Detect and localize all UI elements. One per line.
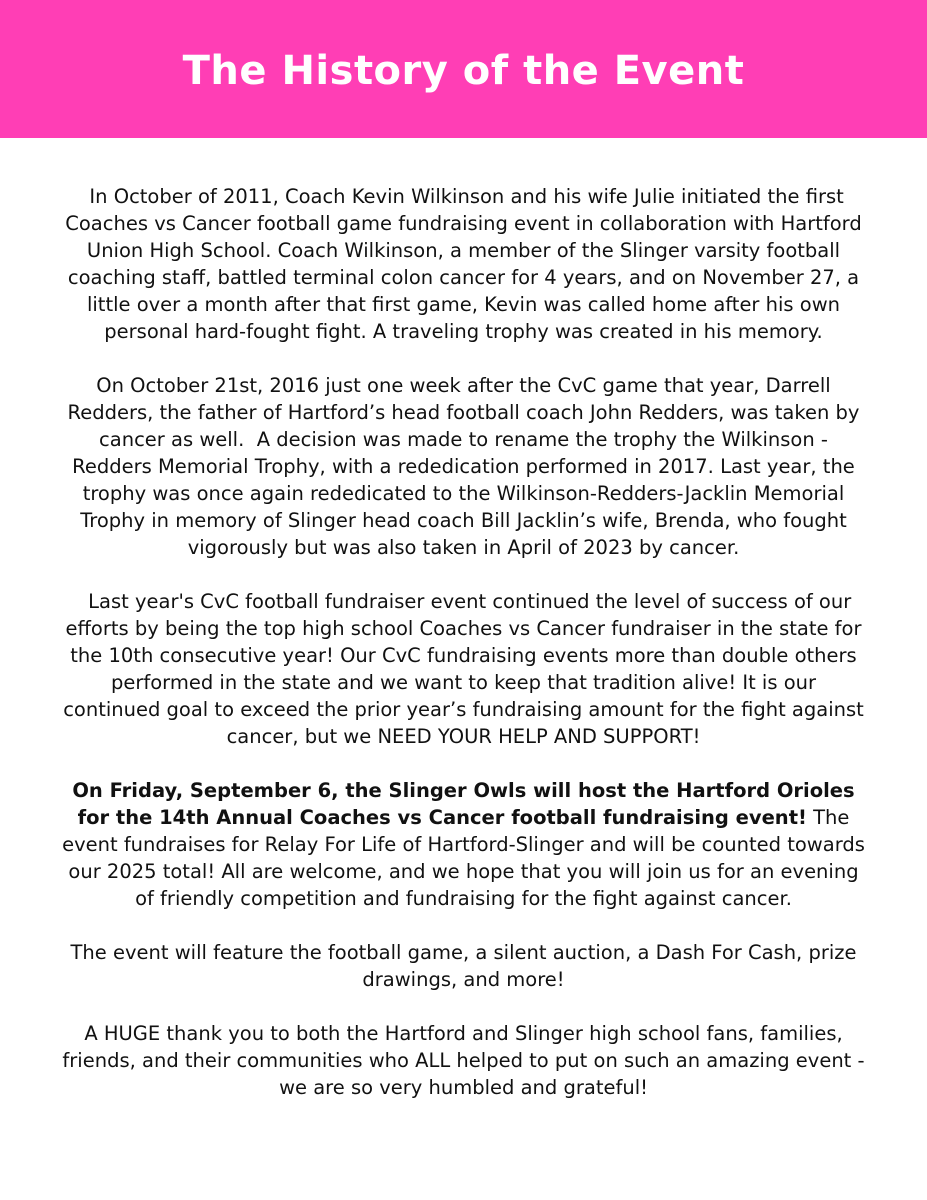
page-title: The History of the Event [182, 48, 745, 94]
history-body [62, 183, 872, 1128]
title-banner [0, 0, 927, 138]
paragraph-thank-you: A HUGE thank you to both the Hartford and Slinger high school fans, families, friends, and their communities who ALL helped to put on such an amazing event - we are so very humbled and grateful! [62, 1022, 871, 1099]
event-announcement-details: The event fundraises for Relay For Life of Hartford-Slinger and will be counted towards our 2025 total! All are welcome, and we hope that you will join us for an evening of friendly competition and fundraising for the fight against cancer. [62, 806, 872, 910]
paragraph-event-announcement [62, 777, 872, 912]
paragraph-origin: In October of 2011, Coach Kevin Wilkinson and his wife Julie initiated the first Coaches vs Cancer football game fundraising event in collaboration with Hartford Union High School. Coach Wilkinson, a member of the Slinger varsity football coaching staff, battled terminal colon cancer for 4 years, and on November 27, a little over a month after that first game, Kevin was called home after his own personal hard-fought fight. A traveling trophy was created in his memory. [65, 185, 868, 343]
paragraph-event-features: The event will feature the football game, a silent auction, a Dash For Cash, prize drawings, and more! [70, 941, 863, 991]
paragraph-trophy-rename: On October 21st, 2016 just one week after the CvC game that year, Darrell Redders, the father of Hartford’s head football coach John Redders, was taken by cancer as well. A decision was made to rename the trophy the Wilkinson - Redders Memorial Trophy, with a rededication performed in 2017. Last year, the trophy was once again rededicated to the Wilkinson-Redders-Jacklin Memorial Trophy in memory of Slinger head coach Bill Jacklin’s wife, Brenda, who fought vigorously but was also taken in April of 2023 by cancer. [67, 374, 866, 559]
event-announcement-highlight: On Friday, September 6, the Slinger Owls will host the Hartford Orioles for the 14th Annual Coaches vs Cancer football fundraising event! [72, 779, 862, 829]
paragraph-last-year-success: Last year's CvC football fundraiser event continued the level of success of our efforts by being the top high school Coaches vs Cancer fundraiser in the state for the 10th consecutive year! Our CvC fundraising events more than double others performed in the state and we want to keep that tradition alive! It is our continued goal to exceed the prior year’s fundraising amount for the fight against cancer, but we NEED YOUR HELP AND SUPPORT! [63, 590, 870, 748]
